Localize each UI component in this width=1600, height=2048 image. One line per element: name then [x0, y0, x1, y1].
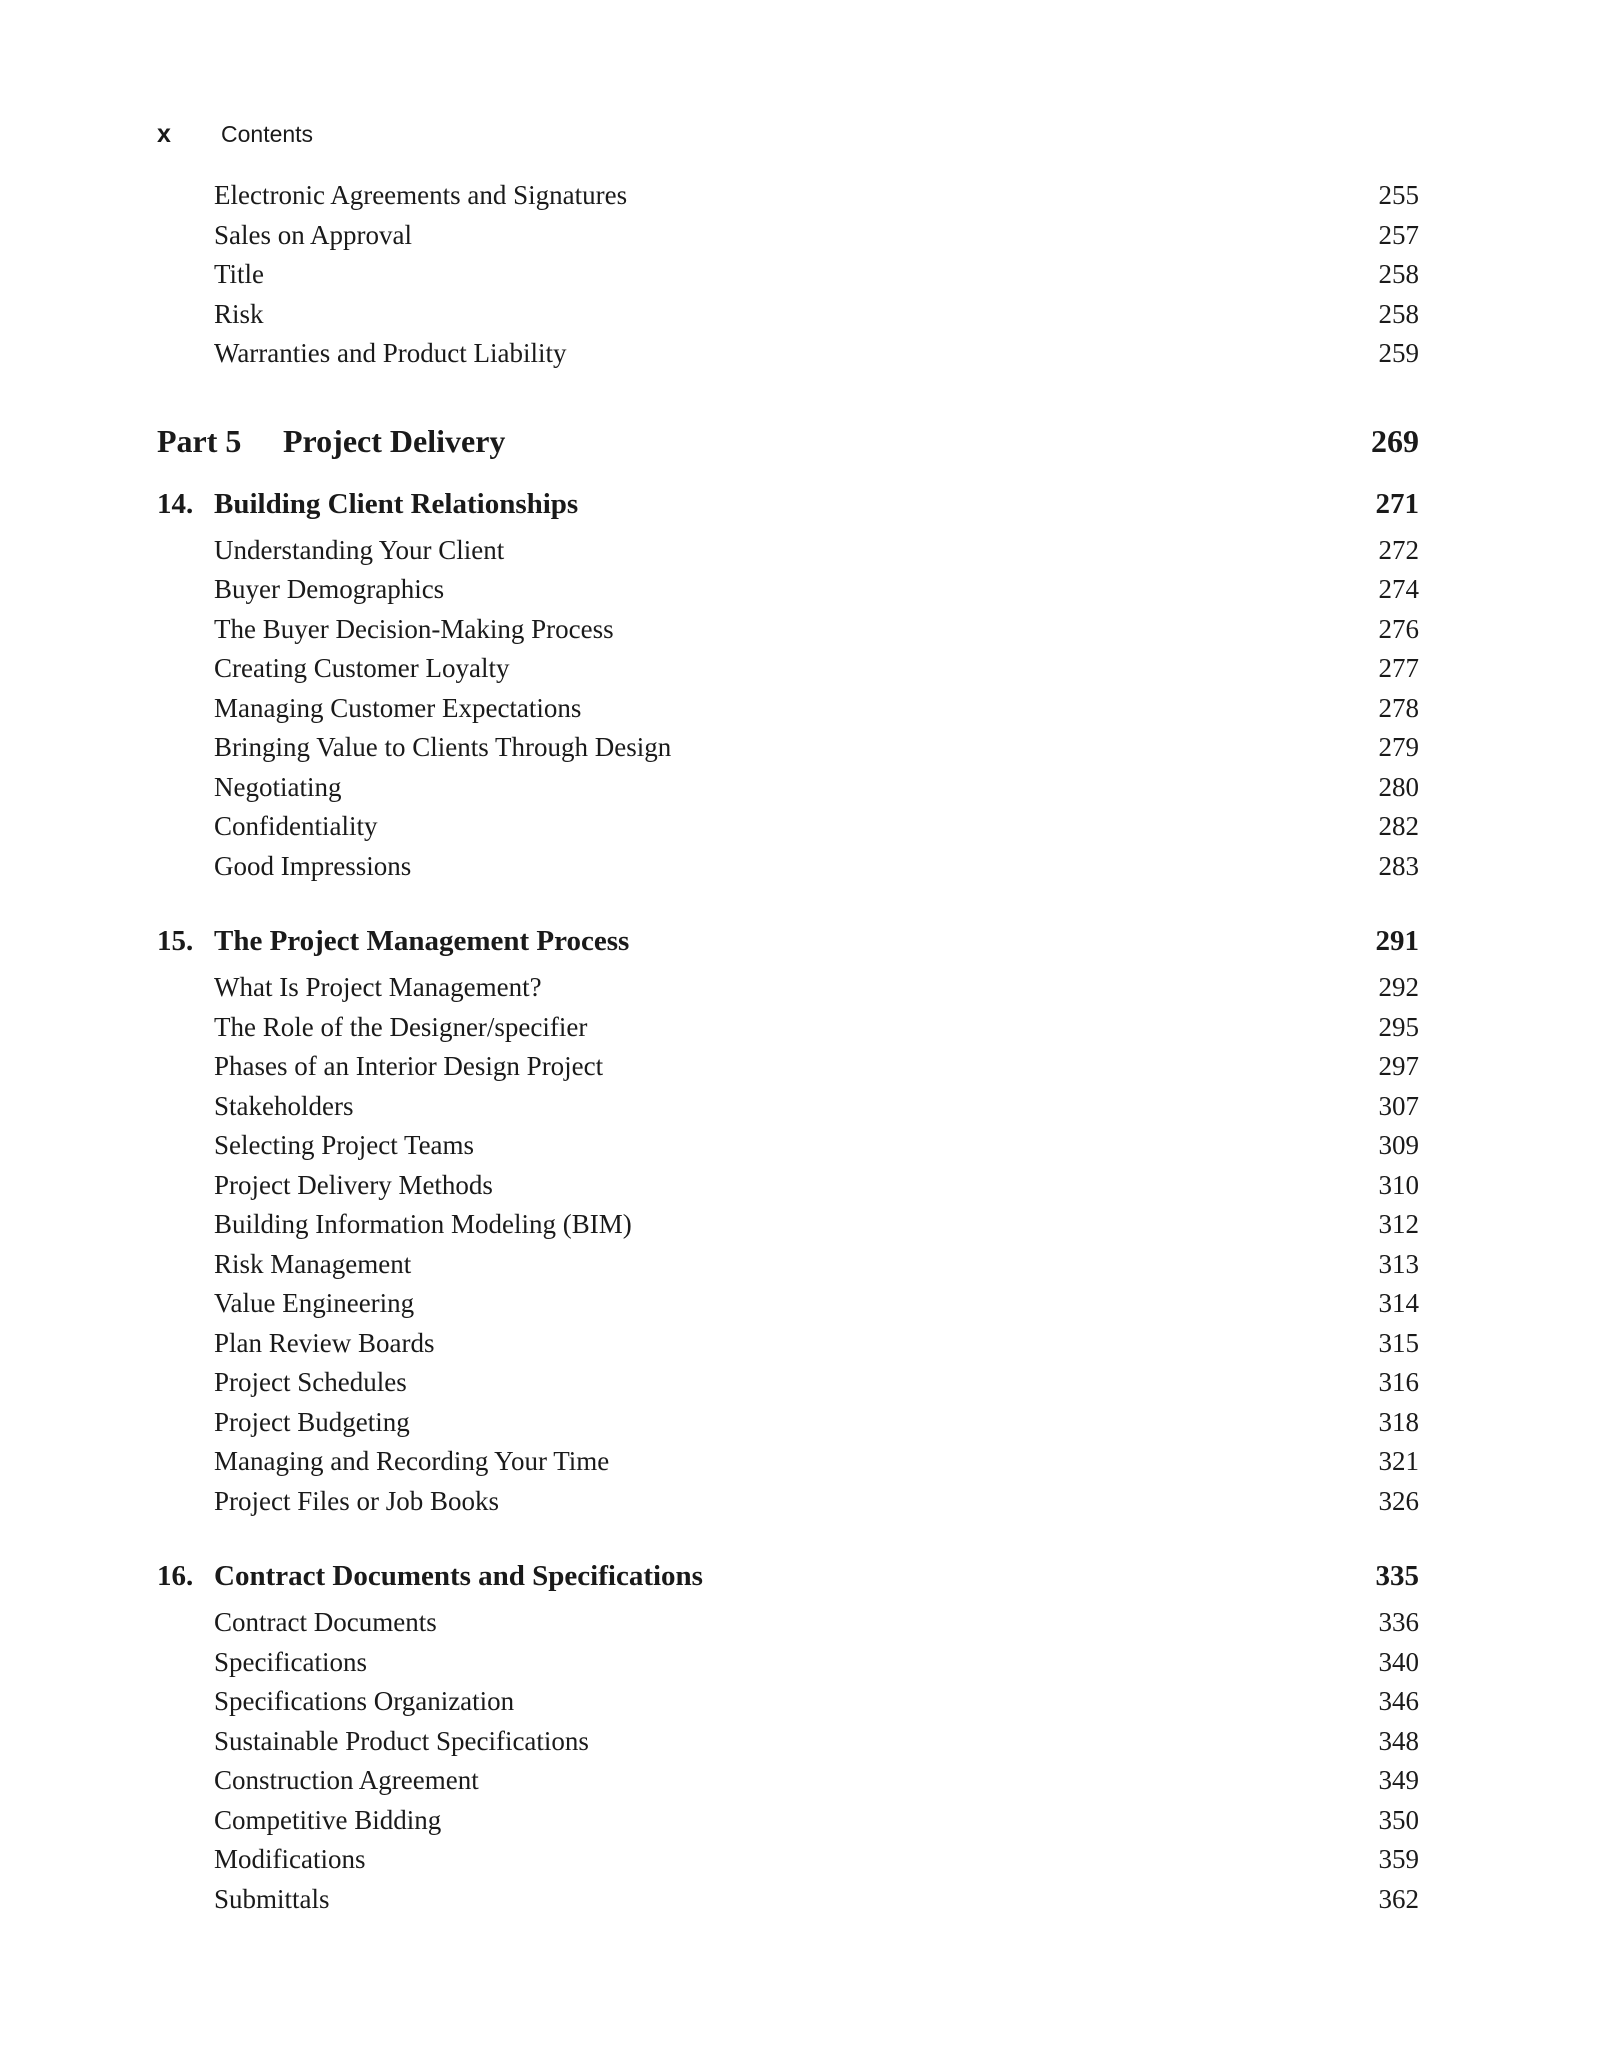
- toc-entry-page: 312: [1378, 1209, 1419, 1239]
- toc-entry-title: Plan Review Boards: [214, 1327, 435, 1358]
- toc-entry-title: Specifications Organization: [214, 1686, 515, 1716]
- toc-entry[interactable]: [157, 531, 1419, 571]
- toc-entry[interactable]: [157, 255, 1419, 295]
- table-of-contents: [157, 176, 1419, 1919]
- chapter-page: 291: [1375, 925, 1419, 957]
- toc-entry[interactable]: [157, 216, 1419, 256]
- toc-entry-title: Contract Documents: [214, 1607, 437, 1637]
- toc-entry-title: The Buyer Decision-Making Process: [214, 613, 614, 644]
- toc-entry-page: 272: [1378, 534, 1419, 565]
- toc-entry[interactable]: [157, 1324, 1419, 1364]
- chapter-15: [157, 916, 1419, 1521]
- toc-entry-page: 313: [1378, 1248, 1419, 1279]
- toc-entry-title: Project Files or Job Books: [214, 1485, 500, 1516]
- chapter-heading-text: [157, 1551, 703, 1601]
- part-page: 269: [1371, 422, 1419, 459]
- toc-entry-page: 257: [1378, 219, 1419, 250]
- intro-entries: [157, 176, 1419, 374]
- toc-entry[interactable]: [157, 1166, 1419, 1206]
- chapter-heading[interactable]: [157, 916, 1419, 966]
- part-title: Project Delivery: [283, 422, 506, 459]
- toc-entry[interactable]: [157, 1761, 1419, 1801]
- page-header: [157, 118, 313, 150]
- chapter-title: Contract Documents and Specifications: [214, 1560, 703, 1592]
- toc-entry-page: 297: [1378, 1051, 1419, 1081]
- toc-entry-title: Sales on Approval: [214, 219, 412, 250]
- toc-entry[interactable]: [157, 1245, 1419, 1285]
- part-label: Part 5: [157, 422, 242, 459]
- toc-entry-title: Stakeholders: [214, 1090, 354, 1121]
- running-head: Contents: [221, 120, 314, 147]
- chapter-number: 16.: [157, 1560, 194, 1592]
- toc-entry-page: 276: [1378, 613, 1419, 644]
- toc-entry[interactable]: [157, 295, 1419, 335]
- toc-entry-title: Negotiating: [214, 771, 342, 802]
- toc-entry[interactable]: [157, 1682, 1419, 1722]
- toc-entry[interactable]: [157, 1801, 1419, 1841]
- toc-entry[interactable]: [157, 1047, 1419, 1087]
- toc-entry-page: 309: [1378, 1130, 1419, 1160]
- toc-entry[interactable]: [157, 649, 1419, 689]
- toc-entry-title: Value Engineering: [214, 1288, 415, 1318]
- chapter-heading[interactable]: [157, 479, 1419, 529]
- toc-entry-page: 277: [1378, 653, 1419, 683]
- toc-entry-page: 255: [1378, 180, 1419, 210]
- toc-entry-page: 349: [1378, 1765, 1419, 1795]
- chapter-16: [157, 1551, 1419, 1919]
- toc-entry-title: Project Delivery Methods: [214, 1169, 493, 1200]
- toc-entry-title: Managing Customer Expectations: [214, 692, 582, 723]
- toc-entry-title: Managing and Recording Your Time: [214, 1446, 610, 1476]
- toc-entry[interactable]: [157, 1363, 1419, 1403]
- toc-entry[interactable]: [157, 847, 1419, 887]
- toc-entry[interactable]: [157, 1403, 1419, 1443]
- toc-entry-page: 314: [1378, 1288, 1419, 1318]
- toc-entry-title: Building Information Modeling (BIM): [214, 1209, 632, 1239]
- toc-entry-title: Confidentiality: [214, 811, 378, 841]
- toc-entry-title: The Role of the Designer/specifier: [214, 1011, 588, 1042]
- chapter-14: [157, 479, 1419, 887]
- toc-entry-title: Risk: [214, 298, 264, 329]
- page-folio: x: [157, 119, 171, 148]
- toc-entry[interactable]: [157, 1126, 1419, 1166]
- toc-entry-page: 321: [1378, 1446, 1419, 1476]
- toc-entry-title: Specifications: [214, 1646, 367, 1677]
- toc-entry-title: Selecting Project Teams: [214, 1130, 475, 1160]
- toc-entry[interactable]: [157, 768, 1419, 808]
- toc-entry[interactable]: [157, 968, 1419, 1008]
- chapter-title: Building Client Relationships: [214, 487, 579, 520]
- toc-entry-page: 315: [1378, 1327, 1419, 1358]
- toc-entry[interactable]: [157, 1284, 1419, 1324]
- toc-entry-title: Warranties and Product Liability: [214, 338, 567, 368]
- toc-entry[interactable]: [157, 1643, 1419, 1683]
- toc-entry-title: Understanding Your Client: [214, 534, 505, 565]
- toc-entry-title: Sustainable Product Specifications: [214, 1725, 589, 1756]
- toc-entry-page: 348: [1378, 1725, 1419, 1756]
- toc-entry-title: Project Schedules: [214, 1367, 407, 1397]
- toc-entry-page: 310: [1378, 1169, 1419, 1200]
- toc-entry[interactable]: [157, 1205, 1419, 1245]
- toc-entry-title: Creating Customer Loyalty: [214, 653, 510, 683]
- toc-entry-title: What Is Project Management?: [214, 972, 542, 1002]
- toc-entry-page: 326: [1378, 1485, 1419, 1516]
- toc-entry-title: Title: [214, 259, 265, 289]
- toc-entry-page: 258: [1378, 259, 1419, 289]
- chapter-title: The Project Management Process: [214, 925, 630, 957]
- toc-entry-page: 362: [1378, 1883, 1419, 1914]
- toc-entry-page: 274: [1378, 574, 1419, 604]
- toc-entry-page: 346: [1378, 1686, 1419, 1716]
- chapter-page: 271: [1375, 487, 1419, 520]
- chapter-number: 14.: [157, 487, 194, 520]
- toc-entry-title: Submittals: [214, 1883, 330, 1914]
- toc-entry-page: 350: [1378, 1804, 1419, 1835]
- toc-entry-page: 258: [1378, 298, 1419, 329]
- toc-entry[interactable]: [157, 610, 1419, 650]
- toc-entry-title: Phases of an Interior Design Project: [214, 1051, 604, 1081]
- toc-entry[interactable]: [157, 334, 1419, 374]
- toc-entry-page: 278: [1378, 692, 1419, 723]
- toc-entry[interactable]: [157, 1880, 1419, 1920]
- chapter-number: 15.: [157, 925, 194, 957]
- toc-entry[interactable]: [157, 1087, 1419, 1127]
- chapter-heading-text: [157, 916, 629, 966]
- chapter-heading-text: [157, 479, 578, 529]
- toc-entry-page: 279: [1378, 732, 1419, 762]
- toc-entry-page: 318: [1378, 1406, 1419, 1437]
- toc-entry-page: 316: [1378, 1367, 1419, 1397]
- toc-entry-page: 282: [1378, 811, 1419, 841]
- part-heading-text: [157, 415, 505, 467]
- toc-entry-page: 295: [1378, 1011, 1419, 1042]
- toc-entry-title: Bringing Value to Clients Through Design: [214, 732, 672, 762]
- toc-entry[interactable]: [157, 689, 1419, 729]
- toc-entry[interactable]: [157, 1008, 1419, 1048]
- toc-entry-page: 280: [1378, 771, 1419, 802]
- toc-entry-title: Project Budgeting: [214, 1406, 410, 1437]
- toc-entry[interactable]: [157, 1482, 1419, 1522]
- toc-entry-title: Risk Management: [214, 1248, 412, 1279]
- toc-entry-title: Competitive Bidding: [214, 1804, 442, 1835]
- toc-entry-page: 283: [1378, 850, 1419, 881]
- toc-entry-page: 359: [1378, 1844, 1419, 1874]
- toc-entry-title: Good Impressions: [214, 850, 412, 881]
- toc-entry-title: Electronic Agreements and Signatures: [214, 180, 628, 210]
- toc-entry-title: Modifications: [214, 1844, 366, 1874]
- chapter-page: 335: [1375, 1560, 1419, 1592]
- toc-entry[interactable]: [157, 1442, 1419, 1482]
- toc-entry[interactable]: [157, 176, 1419, 216]
- toc-entry[interactable]: [157, 1603, 1419, 1643]
- toc-entry[interactable]: [157, 1840, 1419, 1880]
- part-heading[interactable]: [157, 415, 1419, 467]
- chapter-heading[interactable]: [157, 1551, 1419, 1601]
- toc-entry-title: Buyer Demographics: [214, 574, 445, 604]
- toc-entry-page: 307: [1378, 1090, 1419, 1121]
- toc-entry[interactable]: [157, 1722, 1419, 1762]
- toc-entry-title: Construction Agreement: [214, 1765, 479, 1795]
- toc-entry-page: 340: [1378, 1646, 1419, 1677]
- toc-entry-page: 336: [1378, 1607, 1419, 1637]
- toc-entry[interactable]: [157, 570, 1419, 610]
- toc-entry-page: 292: [1378, 972, 1419, 1002]
- toc-entry-page: 259: [1378, 338, 1419, 368]
- toc-entry[interactable]: [157, 728, 1419, 768]
- toc-entry[interactable]: [157, 807, 1419, 847]
